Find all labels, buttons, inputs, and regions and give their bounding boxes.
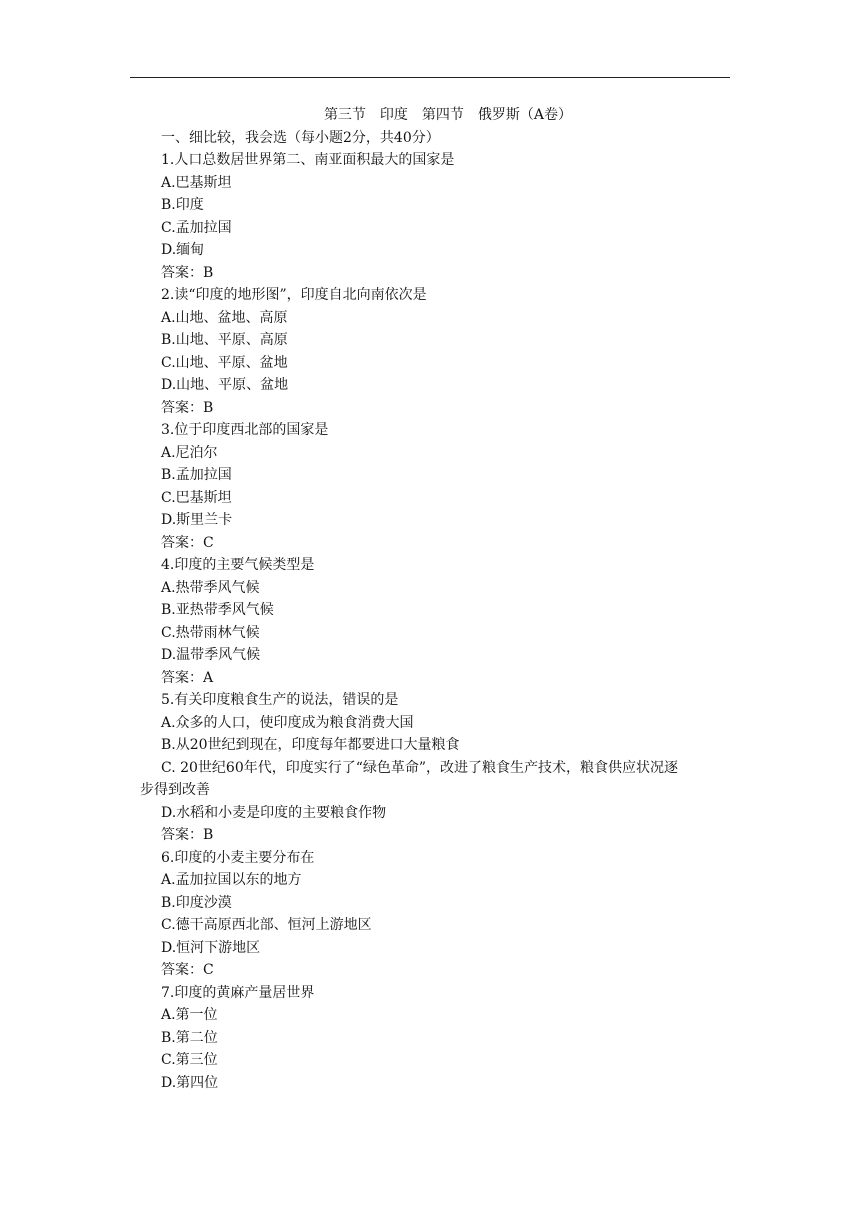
option-c-continuation: 步得到改善 — [140, 782, 210, 798]
question-2 — [140, 284, 732, 419]
option-d: D.恒河下游地区 — [161, 939, 261, 956]
question-7 — [140, 982, 732, 1095]
answer: 答案：B — [161, 827, 214, 843]
page-title: 第三节 印度 第四节 俄罗斯（A卷） — [323, 107, 573, 123]
question-stem: 3.位于印度西北部的国家是 — [161, 422, 329, 438]
question-3 — [140, 419, 732, 554]
answer: 答案：A — [161, 669, 214, 686]
question-6 — [140, 847, 732, 982]
option-b: B.山地、平原、高原 — [161, 332, 288, 348]
option-b: B.第二位 — [161, 1029, 218, 1046]
option-c: C.巴基斯坦 — [161, 489, 232, 506]
document-body — [140, 104, 732, 1094]
header-rule — [130, 77, 730, 78]
option-d: D.温带季风气候 — [161, 647, 261, 663]
option-d: D.斯里兰卡 — [161, 512, 233, 528]
question-stem: 1.人口总数居世界第二、南亚面积最大的国家是 — [161, 152, 455, 168]
option-c: C.热带雨林气候 — [161, 624, 260, 641]
option-a: A.众多的人口，使印度成为粮食消费大国 — [161, 714, 414, 731]
option-d: D.缅甸 — [161, 242, 205, 258]
option-a: A.山地、盆地、高原 — [161, 309, 288, 326]
answer: 答案：C — [161, 534, 214, 551]
section-heading: 一、细比较，我会选（每小题2分，共40分） — [161, 129, 440, 146]
option-a: A.孟加拉国以东的地方 — [161, 872, 302, 888]
answer: 答案：C — [161, 962, 214, 978]
option-c: C. 20世纪60年代，印度实行了“绿色革命”，改进了粮食生产技术，粮食供应状况逐 — [161, 759, 679, 776]
answer: 答案：B — [161, 264, 214, 281]
question-5 — [140, 689, 732, 847]
question-stem: 5.有关印度粮食生产的说法，错误的是 — [161, 692, 399, 708]
option-c: C.第三位 — [161, 1052, 218, 1068]
option-a: A.第一位 — [161, 1007, 218, 1023]
answer: 答案：B — [161, 399, 214, 416]
option-c: C.孟加拉国 — [161, 219, 232, 236]
option-d: D.山地、平原、盆地 — [161, 377, 289, 393]
option-b: B.亚热带季风气候 — [161, 602, 274, 618]
question-stem: 4.印度的主要气候类型是 — [161, 557, 315, 573]
option-c: C.德干高原西北部、恒河上游地区 — [161, 917, 372, 933]
option-a: A.尼泊尔 — [161, 444, 218, 461]
question-stem: 7.印度的黄麻产量居世界 — [161, 984, 315, 1001]
option-c: C.山地、平原、盆地 — [161, 354, 288, 371]
question-4 — [140, 554, 732, 689]
question-stem: 2.读“印度的地形图”，印度自北向南依次是 — [161, 287, 427, 303]
question-stem: 6.印度的小麦主要分布在 — [161, 849, 315, 866]
question-1 — [140, 149, 732, 284]
option-b: B.从20世纪到现在，印度每年都要进口大量粮食 — [161, 737, 460, 753]
option-d: D.水稻和小麦是印度的主要粮食作物 — [161, 804, 387, 821]
option-b: B.孟加拉国 — [161, 467, 232, 483]
option-a: A.巴基斯坦 — [161, 174, 232, 191]
option-d: D.第四位 — [161, 1074, 219, 1091]
option-b: B.印度沙漠 — [161, 894, 232, 911]
option-b: B.印度 — [161, 197, 204, 213]
option-a: A.热带季风气候 — [161, 579, 260, 596]
